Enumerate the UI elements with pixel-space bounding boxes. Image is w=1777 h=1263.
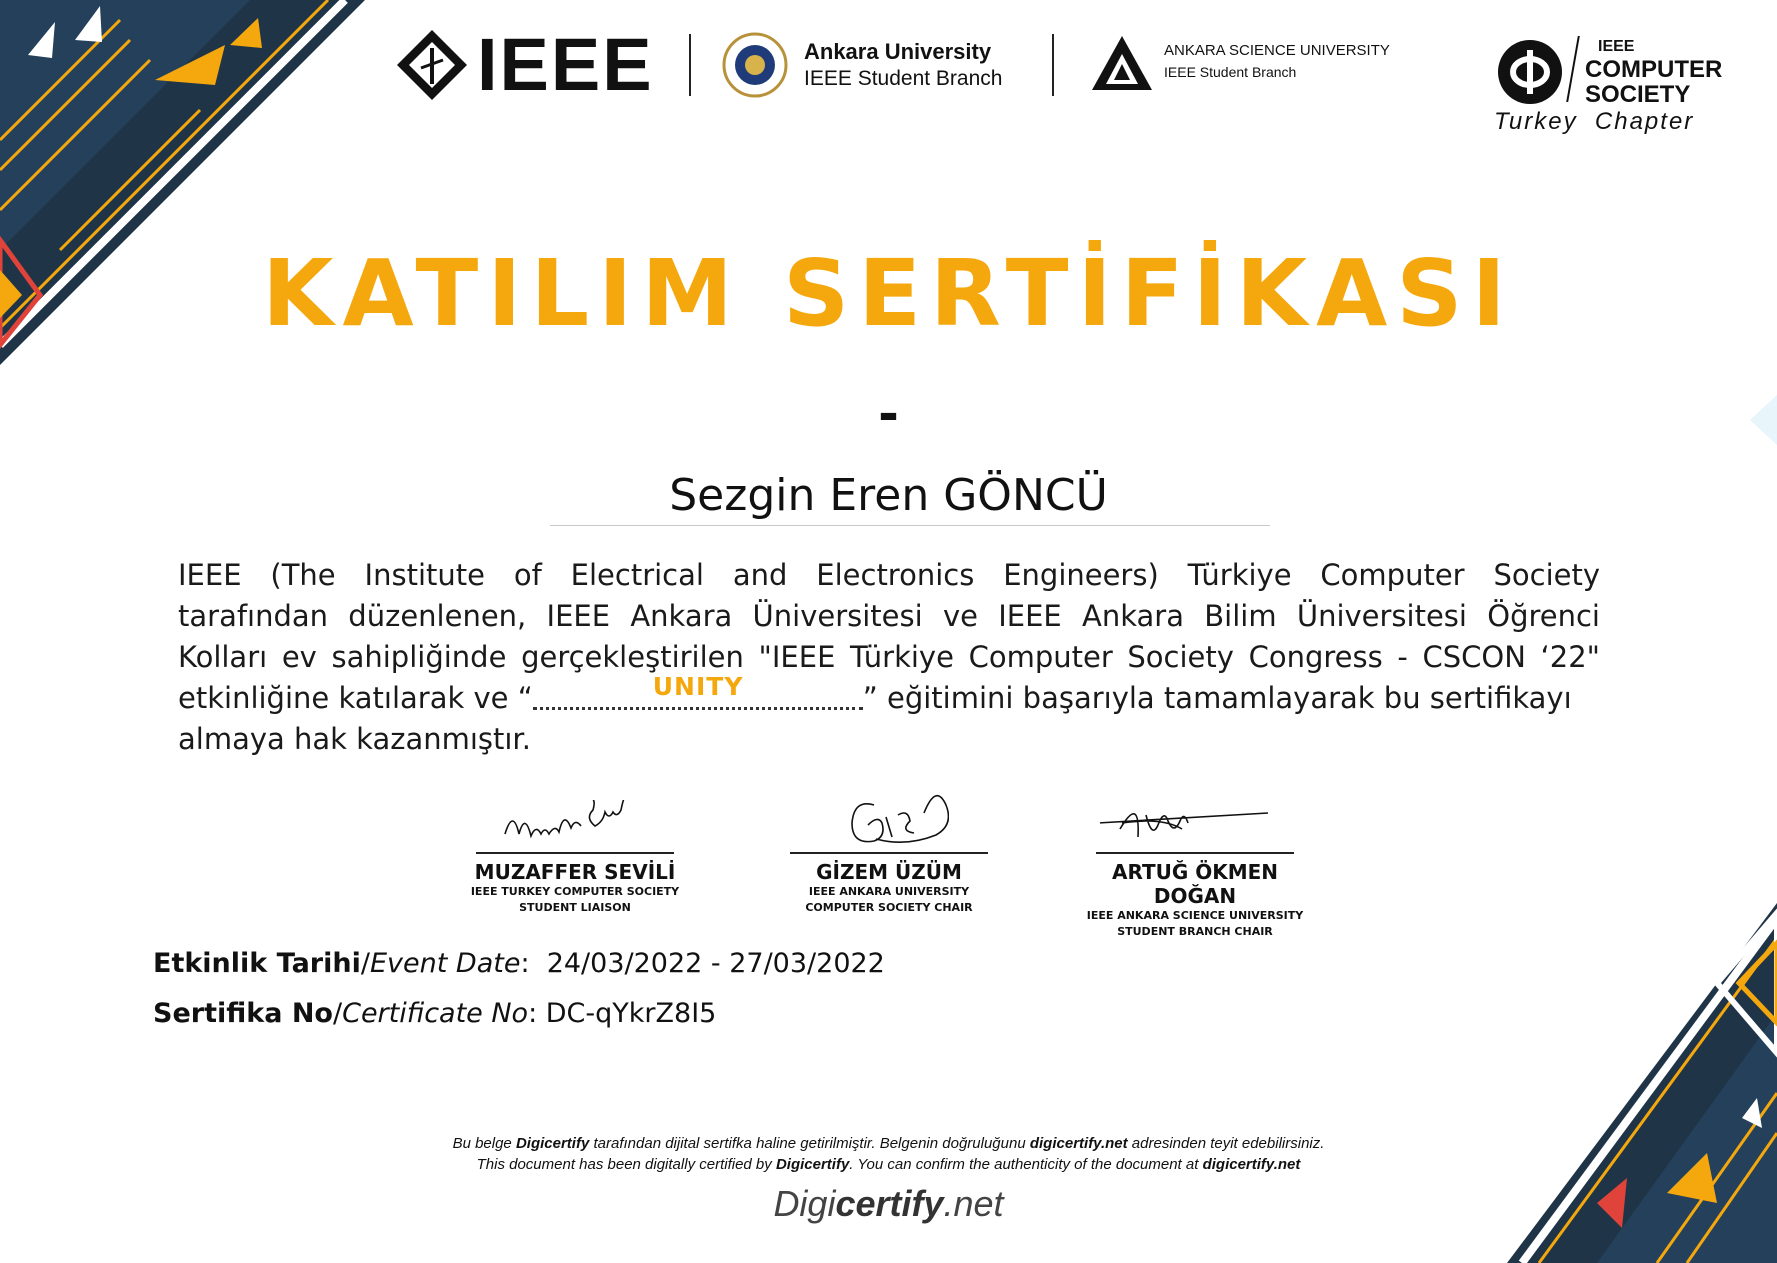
certificate-title: KATILIM SERTİFİKASI — [262, 240, 1515, 347]
signatory-name: ARTUĞ ÖKMEN DOĞAN — [1111, 860, 1279, 908]
body-line — [178, 672, 1600, 719]
ankara-science-university-logo — [1090, 34, 1390, 100]
event-date-row: Etkinlik Tarihi/Event Date: 24/03/2022 - 27/03/2022 — [153, 948, 885, 979]
ankara-subtitle: IEEE Student Branch — [804, 67, 1003, 90]
signature-block-1 — [470, 800, 680, 916]
science-university-subtitle: IEEE Student Branch — [1164, 64, 1297, 80]
event-date-label-tr: Etkinlik Tarihi — [153, 948, 361, 979]
course-fill-in — [533, 672, 863, 708]
cs-computer-label: COMPUTER — [1585, 56, 1723, 83]
logo-divider — [689, 34, 691, 96]
body-line: IEEE (The Institute of Electrical and Electronics Engineers) Türkiye Computer Society — [178, 558, 1600, 592]
signatory-role: IEEE TURKEY COMPUTER SOCIETY — [470, 885, 680, 898]
event-date-label-en: Event Date — [369, 948, 521, 979]
ieee-wordmark: IEEE — [477, 23, 654, 106]
cs-ieee-label: IEEE — [1598, 38, 1635, 55]
signature-image — [495, 800, 655, 852]
certificate-no-label-en: Certificate No — [342, 998, 529, 1029]
signature-image — [1100, 795, 1290, 852]
body-line: Kolları ev sahipliğinde gerçekleştirilen "IEEE Türkiye Computer Society Congress - CSCON ‘22" — [178, 640, 1600, 674]
science-university-title: ANKARA SCIENCE UNIVERSITY — [1164, 42, 1390, 59]
signatory-role: STUDENT LIAISON — [519, 901, 631, 914]
certificate-no-label-tr: Sertifika No — [153, 998, 333, 1029]
ankara-university-logo — [722, 32, 1012, 102]
signature-block-2 — [784, 785, 994, 916]
digicertify-logo: Digicertify.net — [773, 1183, 1004, 1224]
body-line-prefix: etkinliğine katılarak ve “ — [178, 681, 533, 715]
ieee-diamond-icon — [395, 28, 469, 102]
cs-divider — [1566, 36, 1580, 102]
verification-note-tr: Bu belge Digicertify tarafından dijital sertifka haline getirilmiştir. Belgenin doğruluğunu digicertify.net adresinden teyit edebilirsiniz. — [452, 1135, 1325, 1152]
body-line-suffix: ” eğitimini başarıyla tamamlayarak bu sertifikayı — [862, 681, 1572, 715]
signatory-role: IEEE ANKARA UNIVERSITY — [808, 885, 970, 898]
logo-divider — [1052, 34, 1054, 96]
science-university-triangle-icon — [1090, 34, 1154, 92]
signatory-role: STUDENT BRANCH CHAIR — [1117, 925, 1273, 938]
certificate-no-row: Sertifika No/Certificate No: DC-qYkrZ8I5 — [153, 998, 717, 1029]
signatory-name: MUZAFFER SEVİLİ — [474, 860, 676, 884]
ieee-computer-society-logo — [1494, 36, 1744, 136]
signature-image — [829, 785, 949, 852]
recipient-name: Sezgin Eren GÖNCÜ — [669, 470, 1108, 521]
cs-society-label: SOCIETY — [1585, 81, 1691, 108]
computer-society-phi-icon — [1496, 38, 1564, 106]
verification-note — [0, 1133, 1777, 1175]
digicertify-link[interactable]: digicertify.net — [1202, 1156, 1301, 1173]
event-date-value: 24/03/2022 - 27/03/2022 — [546, 948, 885, 979]
signatory-role: IEEE ANKARA SCIENCE UNIVERSITY — [1086, 909, 1304, 922]
signatory-name: GİZEM ÜZÜM — [816, 860, 962, 884]
digicertify-link[interactable]: digicertify.net — [1029, 1135, 1128, 1152]
title-dash: - — [878, 385, 899, 443]
recipient-underline — [550, 525, 1270, 526]
certificate-no-value: DC-qYkrZ8I5 — [545, 998, 717, 1029]
signatory-role: COMPUTER SOCIETY CHAIR — [805, 901, 973, 914]
body-line: tarafından düzenlenen, IEEE Ankara Üniversitesi ve IEEE Ankara Bilim Üniversitesi Öğrenci — [178, 599, 1600, 633]
ankara-title: Ankara University — [804, 39, 992, 64]
course-name: UNITY — [652, 672, 744, 701]
signature-block-3 — [1080, 795, 1310, 940]
cs-chapter-label: Turkey Chapter — [1494, 108, 1695, 135]
body-line: almaya hak kazanmıştır. — [178, 722, 531, 756]
verification-note-en: This document has been digitally certified by Digicertify. You can confirm the authenticity of the document at digicertify.net — [476, 1156, 1301, 1173]
ankara-seal-icon — [722, 32, 788, 98]
certificate-body — [178, 555, 1600, 760]
